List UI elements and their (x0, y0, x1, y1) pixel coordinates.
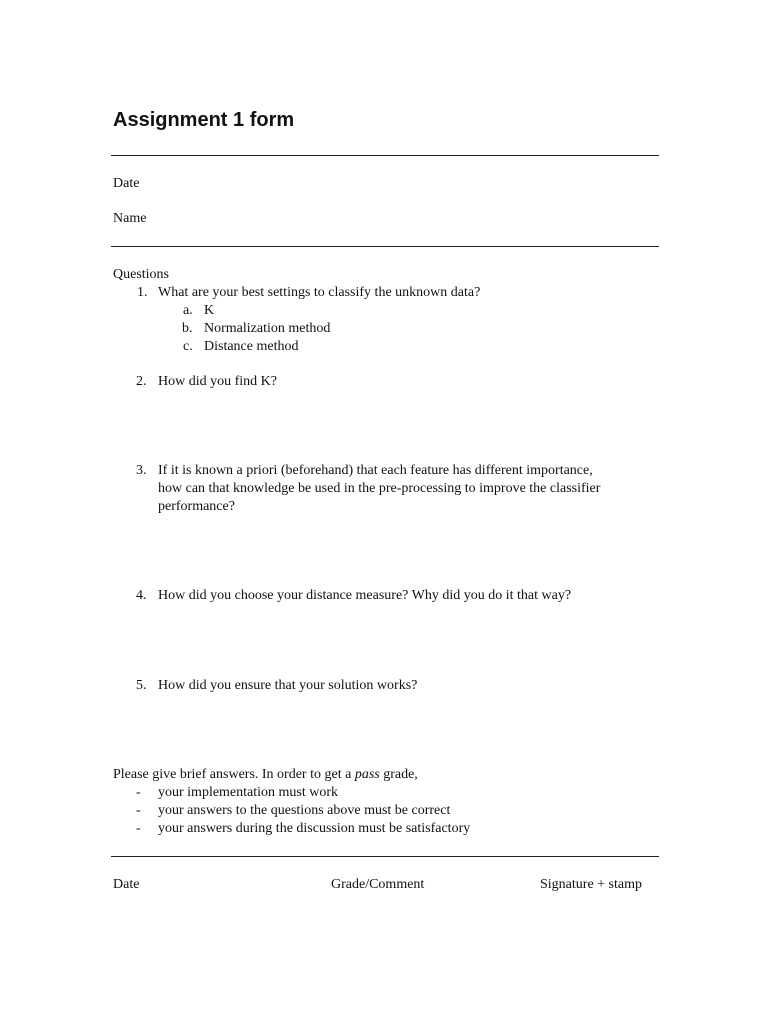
question-text-line: If it is known a priori (beforehand) that each feature has different importance, (158, 463, 593, 478)
question-text: How did you find K? (158, 374, 277, 389)
divider (111, 155, 659, 156)
name-label: Name (113, 211, 147, 226)
subitem-letter: b. (182, 321, 193, 336)
footer-signature-label: Signature + stamp (540, 877, 642, 892)
divider (111, 246, 659, 247)
divider (111, 856, 659, 857)
question-number: 4. (136, 588, 147, 603)
instructions-intro: Please give brief answers. In order to get a pass grade, (113, 767, 418, 782)
question-text: What are your best settings to classify the unknown data? (158, 285, 481, 300)
subitem-letter: a. (183, 303, 193, 318)
question-text-line: how can that knowledge be used in the pre-processing to improve the classifier (158, 481, 601, 496)
requirement-item: your answers during the discussion must be satisfactory (158, 821, 471, 836)
subitem-text: Distance method (204, 339, 299, 354)
bullet-dash: - (136, 803, 141, 818)
page-title: Assignment 1 form (113, 109, 295, 131)
question-text: How did you choose your distance measure? Why did you do it that way? (158, 588, 572, 603)
footer-date-label: Date (113, 877, 140, 892)
bullet-dash: - (136, 785, 141, 800)
question-text: How did you ensure that your solution works? (158, 678, 418, 693)
date-label: Date (113, 176, 140, 191)
question-number: 1. (137, 285, 148, 300)
question-text-line: performance? (158, 499, 235, 514)
question-number: 3. (136, 463, 147, 478)
questions-heading: Questions (113, 267, 169, 282)
footer-grade-label: Grade/Comment (331, 877, 425, 892)
bullet-dash: - (136, 821, 141, 836)
question-number: 2. (136, 374, 147, 389)
subitem-text: K (204, 303, 215, 318)
requirement-item: your implementation must work (158, 785, 339, 800)
requirement-item: your answers to the questions above must be correct (158, 803, 451, 818)
subitem-text: Normalization method (204, 321, 331, 336)
subitem-letter: c. (183, 339, 193, 354)
pass-emphasis: pass (354, 767, 380, 782)
question-number: 5. (136, 678, 147, 693)
